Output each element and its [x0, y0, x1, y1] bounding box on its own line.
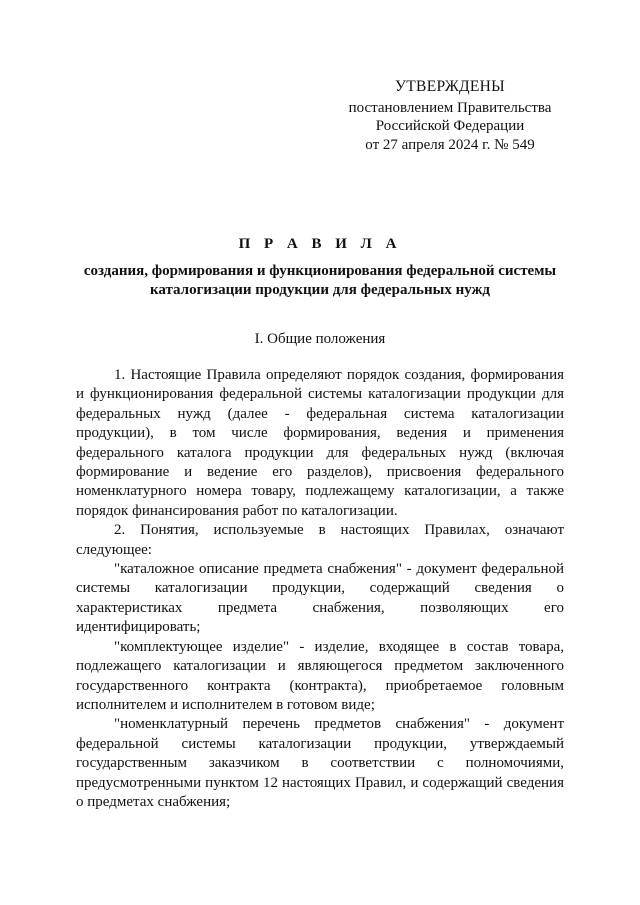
- paragraph-2: 2. Понятия, используемые в настоящих Правилах, означают следующее:: [76, 522, 564, 558]
- approval-line-2: Российской Федерации: [375, 118, 525, 134]
- approval-heading: УТВЕРЖДЕНЫ: [395, 78, 505, 95]
- document-subtitle: создания, формирования и функционирования федеральной системы каталогизации продукции для федеральных нужд: [83, 263, 557, 298]
- approval-line-1: постановлением Правительства: [348, 99, 552, 116]
- document-title: П Р А В И Л А: [238, 236, 402, 252]
- paragraph-5: "номенклатурный перечень предметов снабжения" - документ федеральной системы каталогизации продукции, утверждаемый государственным заказчиком в соответствии с полномочиями, предусмотренными пунктом 12 настоящих Правил, и содержащий сведения о предметах снабжения;: [76, 716, 564, 810]
- approval-stamp: [340, 78, 560, 154]
- paragraph-1: 1. Настоящие Правила определяют порядок создания, формирования и функционирования федеральной системы каталогизации продукции для федеральных нужд (далее - федеральная система каталогизации продукции), в том числе формирования, ведения и применения федерального каталога продукции для федеральных нужд (включая формирование и ведение его разделов), присвоения федерального номенклатурного номера товару, подлежащему каталогизации, а также порядок финансирования работ по каталогизации.: [76, 367, 564, 519]
- section-heading: I. Общие положения: [254, 331, 386, 347]
- approval-line-3: от 27 апреля 2024 г. № 549: [365, 136, 535, 153]
- paragraph-4: "комплектующее изделие" - изделие, входящее в состав товара, подлежащего каталогизации и являющегося предметом заключенного государственного контракта (контракта), приобретаемое головным исполнителем и исполнителем в готовом виде;: [76, 638, 564, 713]
- document-body: [76, 366, 564, 812]
- paragraph-3: "каталожное описание предмета снабжения" - документ федеральной системы каталогизации продукции, содержащий сведения о характеристиках предмета снабжения, позволяющих его идентифицировать;: [76, 561, 564, 636]
